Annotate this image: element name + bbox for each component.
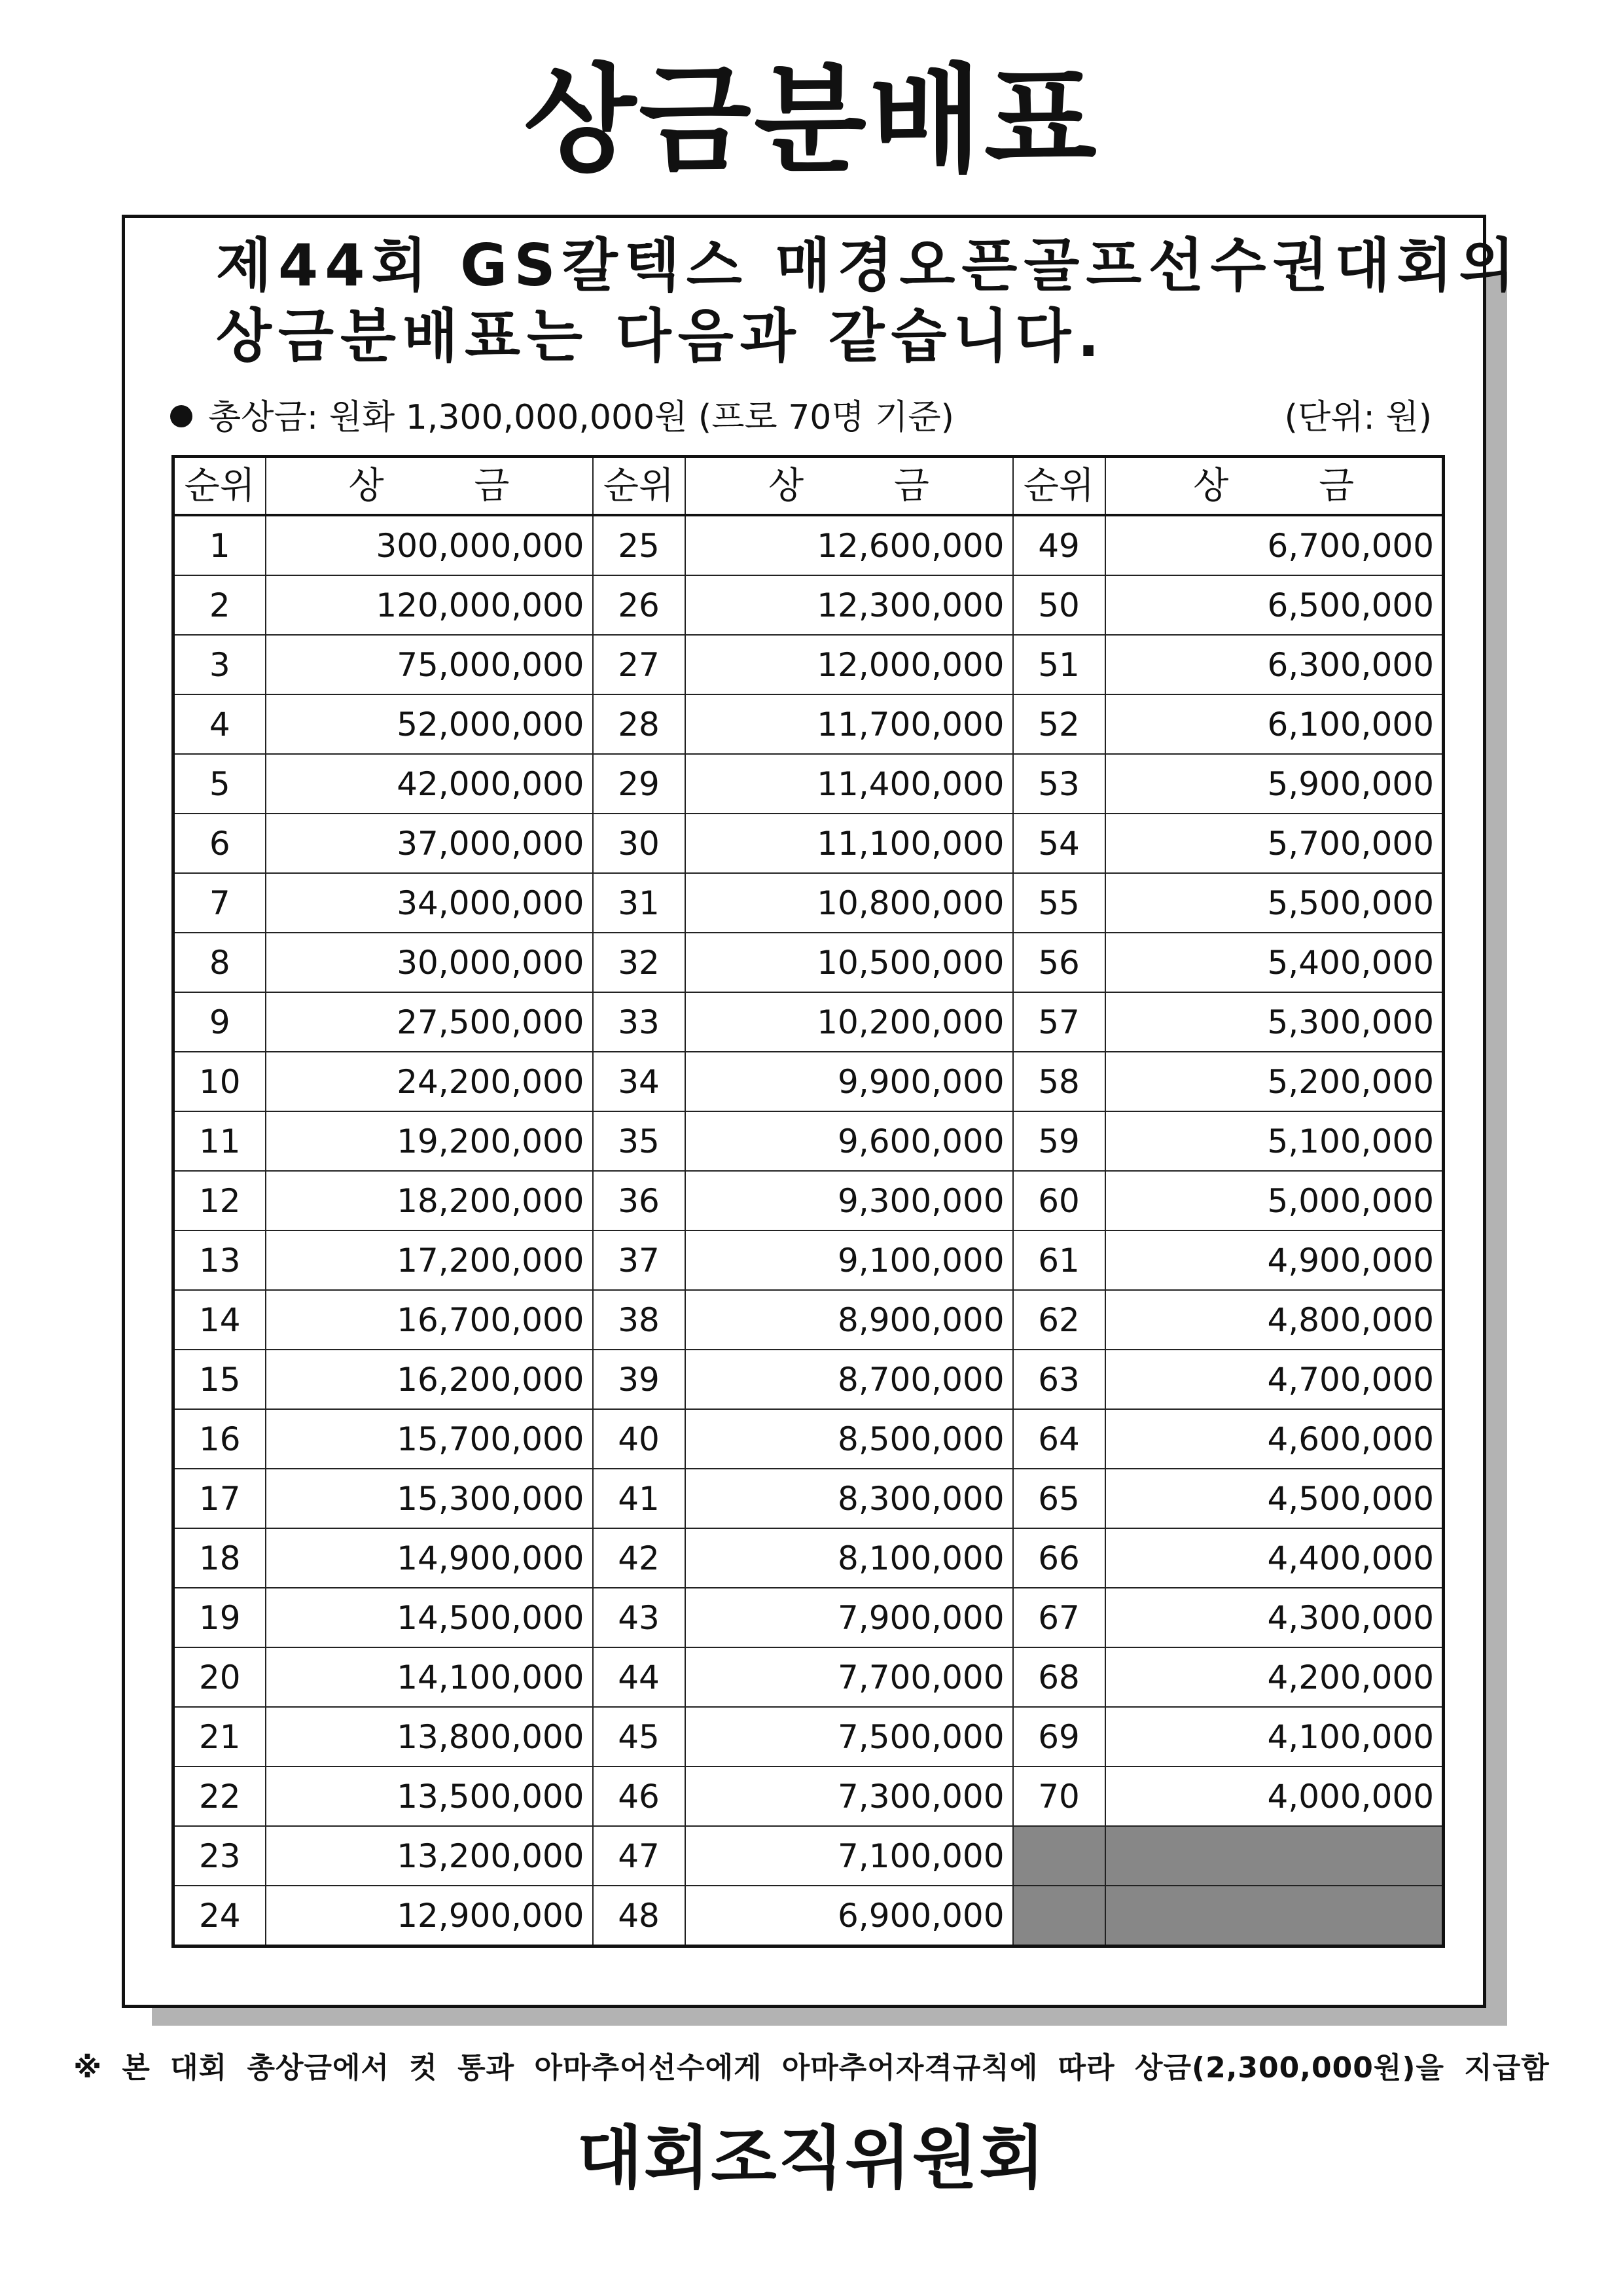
rank-cell: 6 xyxy=(173,814,266,873)
table-row xyxy=(173,814,1444,873)
prize-amount-cell: 12,000,000 xyxy=(685,635,1013,694)
rank-cell: 52 xyxy=(1013,694,1105,754)
amount-header: 상 금 xyxy=(266,457,593,516)
table-row xyxy=(173,515,1444,575)
prize-amount-cell: 8,500,000 xyxy=(685,1409,1013,1469)
prize-amount-cell: 15,300,000 xyxy=(266,1469,593,1528)
rank-header: 순위 xyxy=(1013,457,1105,516)
rank-cell: 59 xyxy=(1013,1111,1105,1171)
prize-amount-cell: 42,000,000 xyxy=(266,754,593,814)
rank-cell: 37 xyxy=(593,1230,685,1290)
prize-amount-cell: 14,100,000 xyxy=(266,1647,593,1707)
prize-amount-cell: 75,000,000 xyxy=(266,635,593,694)
rank-header: 순위 xyxy=(593,457,685,516)
rank-cell: 44 xyxy=(593,1647,685,1707)
unit-label: (단위: 원) xyxy=(1284,398,1432,437)
rank-cell: 10 xyxy=(173,1052,266,1111)
rank-cell: 23 xyxy=(173,1826,266,1886)
prize-amount-cell: 7,900,000 xyxy=(685,1588,1013,1647)
prize-amount-cell: 13,500,000 xyxy=(266,1767,593,1826)
rank-cell: 65 xyxy=(1013,1469,1105,1528)
rank-header: 순위 xyxy=(173,457,266,516)
prize-distribution-table xyxy=(171,455,1445,1948)
prize-amount-cell: 10,800,000 xyxy=(685,873,1013,933)
prize-amount-cell: 9,600,000 xyxy=(685,1111,1013,1171)
table-row xyxy=(173,1350,1444,1409)
table-row xyxy=(173,1528,1444,1588)
rank-cell: 4 xyxy=(173,694,266,754)
prize-table-body xyxy=(173,515,1444,1946)
rank-cell: 20 xyxy=(173,1647,266,1707)
prize-amount-cell: 4,000,000 xyxy=(1105,1767,1444,1826)
prize-amount-cell: 300,000,000 xyxy=(266,515,593,575)
table-row xyxy=(173,1707,1444,1767)
rank-cell: 31 xyxy=(593,873,685,933)
rank-cell: 17 xyxy=(173,1469,266,1528)
rank-cell: 28 xyxy=(593,694,685,754)
rank-cell: 32 xyxy=(593,933,685,992)
rank-cell: 57 xyxy=(1013,992,1105,1052)
prize-amount-cell: 5,400,000 xyxy=(1105,933,1444,992)
prize-amount-cell: 4,200,000 xyxy=(1105,1647,1444,1707)
rank-cell: 24 xyxy=(173,1886,266,1946)
prize-amount-cell: 7,500,000 xyxy=(685,1707,1013,1767)
amount-header: 상 금 xyxy=(685,457,1013,516)
notice-heading-line-2: 상금분배표는 다음과 같습니다. xyxy=(216,302,1106,370)
rank-cell: 8 xyxy=(173,933,266,992)
empty-cell xyxy=(1105,1826,1444,1886)
prize-amount-cell: 4,700,000 xyxy=(1105,1350,1444,1409)
prize-amount-cell: 13,200,000 xyxy=(266,1826,593,1886)
empty-cell xyxy=(1105,1886,1444,1946)
rank-cell: 64 xyxy=(1013,1409,1105,1469)
table-row xyxy=(173,1171,1444,1230)
prize-amount-cell: 8,700,000 xyxy=(685,1350,1013,1409)
rank-cell: 38 xyxy=(593,1290,685,1350)
rank-cell: 68 xyxy=(1013,1647,1105,1707)
rank-cell: 5 xyxy=(173,754,266,814)
prize-amount-cell: 52,000,000 xyxy=(266,694,593,754)
prize-amount-cell: 5,200,000 xyxy=(1105,1052,1444,1111)
prize-amount-cell: 16,200,000 xyxy=(266,1350,593,1409)
rank-cell: 34 xyxy=(593,1052,685,1111)
table-header-row xyxy=(173,457,1444,516)
rank-cell: 18 xyxy=(173,1528,266,1588)
rank-cell: 51 xyxy=(1013,635,1105,694)
table-row xyxy=(173,1886,1444,1946)
table-row xyxy=(173,1826,1444,1886)
rank-cell: 1 xyxy=(173,515,266,575)
prize-amount-cell: 6,300,000 xyxy=(1105,635,1444,694)
rank-cell: 56 xyxy=(1013,933,1105,992)
prize-amount-cell: 11,700,000 xyxy=(685,694,1013,754)
rank-cell: 22 xyxy=(173,1767,266,1826)
prize-amount-cell: 9,300,000 xyxy=(685,1171,1013,1230)
table-row xyxy=(173,992,1444,1052)
prize-amount-cell: 13,800,000 xyxy=(266,1707,593,1767)
rank-cell: 35 xyxy=(593,1111,685,1171)
total-prize-line xyxy=(170,398,954,437)
prize-amount-cell: 11,100,000 xyxy=(685,814,1013,873)
prize-amount-cell: 7,100,000 xyxy=(685,1826,1013,1886)
prize-amount-cell: 7,700,000 xyxy=(685,1647,1013,1707)
rank-cell: 70 xyxy=(1013,1767,1105,1826)
rank-cell: 19 xyxy=(173,1588,266,1647)
table-row xyxy=(173,873,1444,933)
rank-cell: 60 xyxy=(1013,1171,1105,1230)
total-prize-text: 총상금: 원화 1,300,000,000원 (프로 70명 기준) xyxy=(208,398,954,437)
prize-amount-cell: 4,800,000 xyxy=(1105,1290,1444,1350)
prize-amount-cell: 4,300,000 xyxy=(1105,1588,1444,1647)
rank-cell: 53 xyxy=(1013,754,1105,814)
prize-amount-cell: 9,100,000 xyxy=(685,1230,1013,1290)
table-row xyxy=(173,933,1444,992)
page-title: 상금분배표 xyxy=(524,52,1099,188)
rank-cell: 14 xyxy=(173,1290,266,1350)
table-row xyxy=(173,1290,1444,1350)
rank-cell: 58 xyxy=(1013,1052,1105,1111)
rank-cell: 40 xyxy=(593,1409,685,1469)
prize-amount-cell: 4,900,000 xyxy=(1105,1230,1444,1290)
prize-amount-cell: 12,300,000 xyxy=(685,575,1013,635)
prize-amount-cell: 5,900,000 xyxy=(1105,754,1444,814)
prize-amount-cell: 24,200,000 xyxy=(266,1052,593,1111)
prize-amount-cell: 4,500,000 xyxy=(1105,1469,1444,1528)
prize-amount-cell: 6,500,000 xyxy=(1105,575,1444,635)
prize-amount-cell: 8,300,000 xyxy=(685,1469,1013,1528)
table-row xyxy=(173,1469,1444,1528)
table-row xyxy=(173,1409,1444,1469)
prize-amount-cell: 5,500,000 xyxy=(1105,873,1444,933)
prize-amount-cell: 11,400,000 xyxy=(685,754,1013,814)
prize-amount-cell: 7,300,000 xyxy=(685,1767,1013,1826)
rank-cell: 54 xyxy=(1013,814,1105,873)
prize-amount-cell: 12,900,000 xyxy=(266,1886,593,1946)
prize-amount-cell: 6,900,000 xyxy=(685,1886,1013,1946)
rank-cell: 46 xyxy=(593,1767,685,1826)
prize-amount-cell: 6,700,000 xyxy=(1105,515,1444,575)
table-row xyxy=(173,1230,1444,1290)
rank-cell: 11 xyxy=(173,1111,266,1171)
prize-amount-cell: 19,200,000 xyxy=(266,1111,593,1171)
table-row xyxy=(173,1767,1444,1826)
rank-cell: 7 xyxy=(173,873,266,933)
rank-cell: 2 xyxy=(173,575,266,635)
rank-cell: 26 xyxy=(593,575,685,635)
table-row xyxy=(173,1647,1444,1707)
rank-cell: 27 xyxy=(593,635,685,694)
rank-cell: 3 xyxy=(173,635,266,694)
rank-cell: 55 xyxy=(1013,873,1105,933)
prize-amount-cell: 10,500,000 xyxy=(685,933,1013,992)
rank-cell: 13 xyxy=(173,1230,266,1290)
table-row xyxy=(173,754,1444,814)
prize-amount-cell: 5,000,000 xyxy=(1105,1171,1444,1230)
rank-cell: 45 xyxy=(593,1707,685,1767)
rank-cell: 15 xyxy=(173,1350,266,1409)
rank-cell: 42 xyxy=(593,1528,685,1588)
rank-cell: 33 xyxy=(593,992,685,1052)
empty-cell xyxy=(1013,1886,1105,1946)
rank-cell: 12 xyxy=(173,1171,266,1230)
table-row xyxy=(173,1111,1444,1171)
prize-amount-cell: 12,600,000 xyxy=(685,515,1013,575)
rank-cell: 21 xyxy=(173,1707,266,1767)
prize-amount-cell: 9,900,000 xyxy=(685,1052,1013,1111)
prize-amount-cell: 16,700,000 xyxy=(266,1290,593,1350)
notice-heading-line-1: 제44회 GS칼텍스 매경오픈골프선수권대회의 xyxy=(216,232,1522,299)
rank-cell: 66 xyxy=(1013,1528,1105,1588)
amateur-footnote: ※ 본 대회 총상금에서 컷 통과 아마추어선수에게 아마추어자격규칙에 따라 상금(2,300,000원)을 지급함 xyxy=(73,2051,1550,2085)
rank-cell: 29 xyxy=(593,754,685,814)
rank-cell: 47 xyxy=(593,1826,685,1886)
prize-amount-cell: 10,200,000 xyxy=(685,992,1013,1052)
rank-cell: 69 xyxy=(1013,1707,1105,1767)
prize-amount-cell: 5,100,000 xyxy=(1105,1111,1444,1171)
empty-cell xyxy=(1013,1826,1105,1886)
rank-cell: 43 xyxy=(593,1588,685,1647)
rank-cell: 30 xyxy=(593,814,685,873)
prize-amount-cell: 8,100,000 xyxy=(685,1528,1013,1588)
rank-cell: 48 xyxy=(593,1886,685,1946)
rank-cell: 16 xyxy=(173,1409,266,1469)
table-row xyxy=(173,635,1444,694)
rank-cell: 25 xyxy=(593,515,685,575)
table-row xyxy=(173,1052,1444,1111)
prize-amount-cell: 30,000,000 xyxy=(266,933,593,992)
rank-cell: 49 xyxy=(1013,515,1105,575)
table-row xyxy=(173,694,1444,754)
prize-amount-cell: 5,700,000 xyxy=(1105,814,1444,873)
prize-amount-cell: 4,600,000 xyxy=(1105,1409,1444,1469)
prize-amount-cell: 37,000,000 xyxy=(266,814,593,873)
prize-amount-cell: 14,900,000 xyxy=(266,1528,593,1588)
table-row xyxy=(173,575,1444,635)
organizer-name: 대회조직위원회 xyxy=(577,2118,1046,2198)
prize-amount-cell: 34,000,000 xyxy=(266,873,593,933)
rank-cell: 63 xyxy=(1013,1350,1105,1409)
amount-header: 상 금 xyxy=(1105,457,1444,516)
bullet-icon xyxy=(170,405,192,427)
prize-amount-cell: 6,100,000 xyxy=(1105,694,1444,754)
prize-amount-cell: 15,700,000 xyxy=(266,1409,593,1469)
table-row xyxy=(173,1588,1444,1647)
prize-amount-cell: 120,000,000 xyxy=(266,575,593,635)
prize-amount-cell: 8,900,000 xyxy=(685,1290,1013,1350)
rank-cell: 61 xyxy=(1013,1230,1105,1290)
rank-cell: 39 xyxy=(593,1350,685,1409)
prize-amount-cell: 27,500,000 xyxy=(266,992,593,1052)
rank-cell: 9 xyxy=(173,992,266,1052)
rank-cell: 41 xyxy=(593,1469,685,1528)
rank-cell: 36 xyxy=(593,1171,685,1230)
prize-amount-cell: 17,200,000 xyxy=(266,1230,593,1290)
rank-cell: 67 xyxy=(1013,1588,1105,1647)
prize-amount-cell: 4,100,000 xyxy=(1105,1707,1444,1767)
prize-amount-cell: 18,200,000 xyxy=(266,1171,593,1230)
prize-amount-cell: 14,500,000 xyxy=(266,1588,593,1647)
rank-cell: 50 xyxy=(1013,575,1105,635)
prize-amount-cell: 5,300,000 xyxy=(1105,992,1444,1052)
prize-amount-cell: 4,400,000 xyxy=(1105,1528,1444,1588)
rank-cell: 62 xyxy=(1013,1290,1105,1350)
